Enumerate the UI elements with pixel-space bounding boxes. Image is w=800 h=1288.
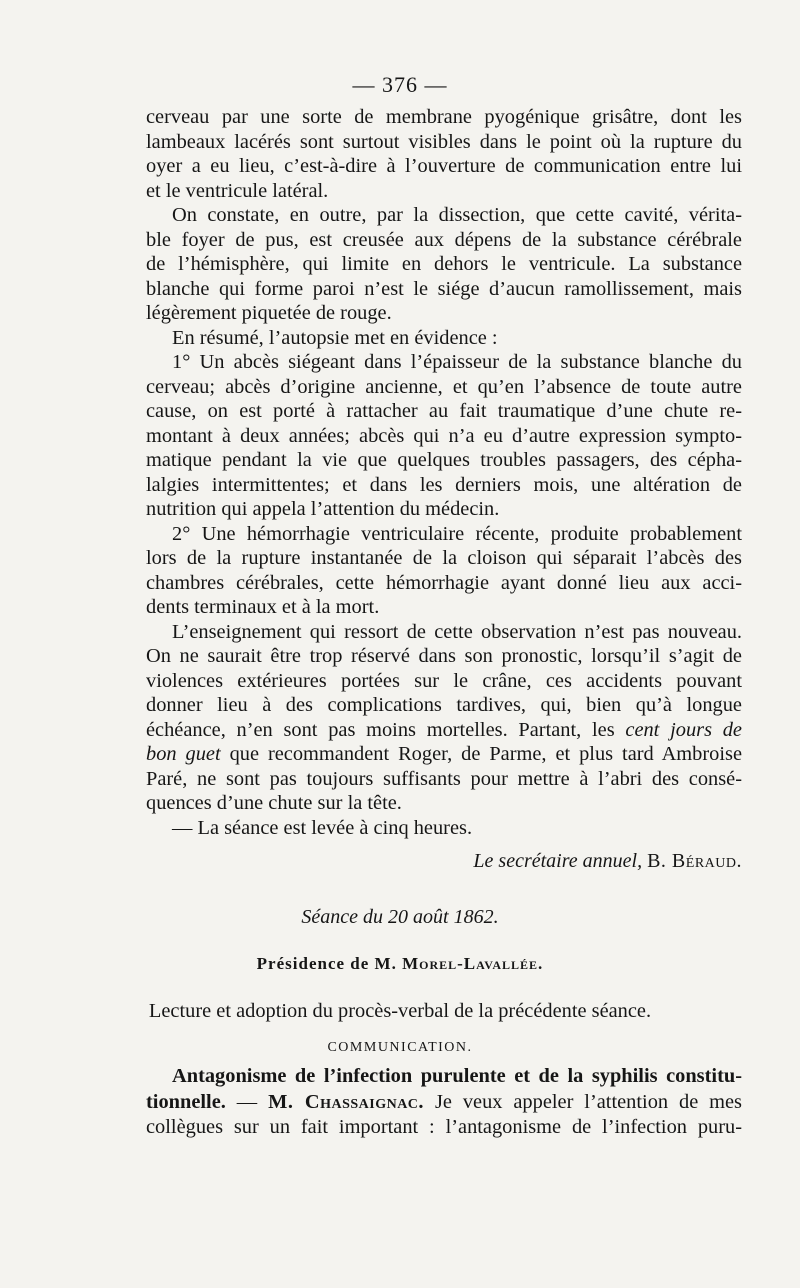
text-line: cerveau; abcès d’origine ancienne, et qu’en l’absence de toute autre (146, 375, 742, 398)
text-line: dents terminaux et à la mort. (146, 596, 380, 618)
text-line: On constate, en outre, par la dissection, que cette cavité, vérita- (172, 204, 742, 226)
text-line: L’enseignement qui ressort de cette observation n’est pas nouveau. (172, 620, 742, 643)
signature-name: B. Béraud. (647, 850, 742, 872)
presidence-heading (0, 954, 800, 974)
text-line-mixed (146, 718, 742, 743)
text-fragment: échéance, n’en sont pas moins mortelles. Partant, les (146, 718, 626, 741)
communication-title: Antagonisme de l’infection purulente et de la syphilis constitu- (172, 1065, 742, 1087)
text-line: lors de la rupture instantanée de la cloison qui séparait l’abcès des (146, 547, 742, 569)
text-line: oyer a eu lieu, c’est-à-dire à l’ouverture de communication entre lui (146, 155, 742, 177)
text-line: collègues sur un fait important : l’antagonisme de l’infection puru- (146, 1116, 742, 1138)
communication-title-end: tionnelle. (146, 1090, 226, 1113)
presidence-name: Morel-Lavallée. (402, 954, 544, 973)
text-line: 1° Un abcès siégeant dans l’épaisseur de la substance blanche du (172, 351, 742, 373)
text-line: cause, on est porté à rattacher au fait traumatique d’une chute re- (146, 400, 742, 422)
session-heading: Séance du 20 août 1862. (301, 906, 499, 928)
text-line-mixed (146, 742, 742, 767)
page-number: — 376 — (352, 72, 448, 97)
reading-line: Lecture et adoption du procès-verbal de la précédente séance. (148, 1000, 652, 1022)
text-line: matique pendant la vie que quelques troubles passagers, des cépha- (146, 449, 742, 471)
speaker-name: M. Chassaignac. (268, 1090, 425, 1113)
text-line: 2° Une hémorrhagie ventriculaire récente, produite probablement (172, 522, 742, 545)
text-line: blanche qui forme paroi n’est le siége d’aucun ramollissement, mais (146, 277, 742, 300)
text-line: nutrition qui appela l’attention du médecin. (146, 498, 500, 520)
communication-text (146, 1064, 742, 1141)
text-line: lambeaux lacérés sont surtout visibles dans le point où la rupture du (146, 130, 742, 153)
text-fragment: que recommandent Roger, de Parme, et plus tard Ambroise (220, 743, 742, 765)
text-line: de l’hémisphère, qui limite en dehors le ventricule. La substance (146, 253, 742, 275)
text-line: chambres cérébrales, cette hémorrhagie ayant donné lieu aux acci- (146, 571, 742, 594)
text-line: quences d’une chute sur la tête. (146, 792, 402, 814)
text-fragment: Je veux appeler l’attention de mes (424, 1090, 742, 1113)
italic-fragment: cent jours de (625, 718, 742, 741)
text-line: montant à deux années; abcès qui n’a eu d’autre expression sympto- (146, 424, 742, 447)
presidence-prefix: Présidence de M. (256, 954, 403, 973)
text-line: lalgies intermittentes; et dans les derniers mois, une altération de (146, 473, 742, 496)
text-line: légèrement piquetée de rouge. (146, 302, 392, 324)
text-line: On ne saurait être trop réservé dans son pronostic, lorsqu’il s’agit de (146, 645, 742, 667)
text-line: et le ventricule latéral. (146, 179, 329, 202)
body-text (146, 105, 742, 840)
dash: — (225, 1090, 269, 1113)
text-line-mixed (146, 1090, 742, 1116)
text-line: En résumé, l’autopsie met en évidence : (172, 326, 498, 349)
text-line: — La séance est levée à cinq heures. (172, 816, 473, 839)
text-line: cerveau par une sorte de membrane pyogénique grisâtre, dont les (146, 106, 742, 128)
text-line: violences extérieures portées sur le crâne, ces accidents pouvant (146, 669, 742, 692)
text-line: Paré, ne sont pas toujours suffisants pour mettre à l’abri des consé- (146, 767, 742, 790)
text-line: donner lieu à des complications tardives, qui, bien qu’à longue (146, 694, 742, 716)
italic-fragment: bon guet (146, 743, 221, 765)
text-line: ble foyer de pus, est creusée aux dépens de la substance cérébrale (146, 228, 742, 251)
signature (146, 850, 742, 873)
signature-role: Le secrétaire annuel, (473, 850, 643, 872)
communication-heading: COMMUNICATION. (327, 1040, 473, 1055)
